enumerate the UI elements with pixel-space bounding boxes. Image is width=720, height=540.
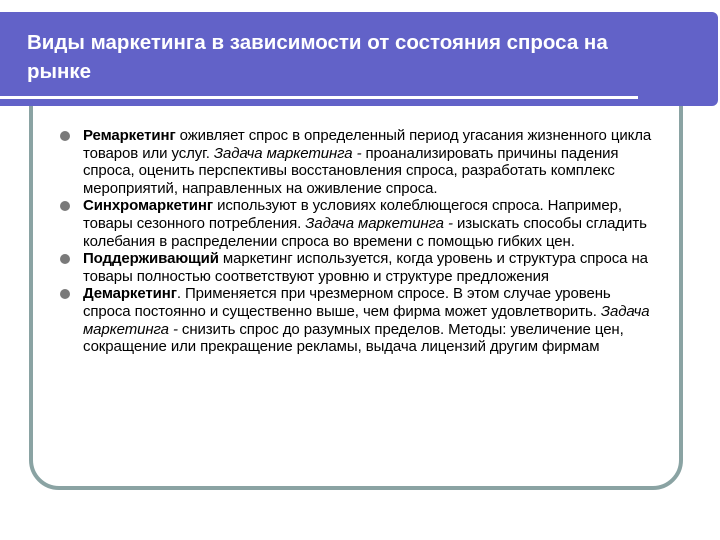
bullet-term: Демаркетинг (83, 285, 177, 303)
header-rule (0, 96, 638, 99)
slide-title: Виды маркетинга в зависимости от состояния спроса на рынке (27, 31, 608, 83)
bullet-text: проанализировать причины падения спроса, оценить перспективы восстановления спроса, разработать комплекс мероприятий, направленных на оживление спроса. (83, 144, 619, 197)
bullet-text: изыскать способы сгладить колебания в распределении спроса во времени с помощью гибких цен. (83, 214, 647, 250)
bullet-item-supporting (60, 250, 660, 285)
bullet-term: Ремаркетинг (83, 127, 176, 144)
bullet-term: Поддерживающий (83, 250, 219, 268)
bullet-task-label: Задача маркетинга - (213, 144, 366, 162)
bullet-dot-icon (60, 289, 70, 299)
bullet-task-label: Задача маркетинга - (305, 214, 457, 232)
bullet-task-label: Задача маркетинга - (83, 302, 650, 338)
bullet-dot-icon (60, 254, 70, 264)
bullet-dot-icon (60, 131, 70, 141)
bullet-item-remarketing (60, 127, 660, 197)
bullet-term: Синхромаркетинг (83, 197, 214, 215)
bullet-item-demarketing (60, 285, 660, 355)
bullet-text: маркетинг используется, когда уровень и структура спроса на товары полностью соответствуют уровню и структуре предложения (83, 250, 648, 285)
bullet-item-synchromarketing (60, 197, 660, 250)
bullet-dot-icon (60, 201, 70, 211)
bullet-list (60, 127, 660, 356)
bullet-text: снизить спрос до разумных пределов. Методы: увеличение цен, сокращение или прекращение рекламы, выдача лицензий другим фирмам (83, 320, 624, 356)
bullet-text: оживляет спрос в определенный период угасания жизненного цикла товаров или услуг. (83, 127, 652, 162)
bullet-text: используют в условиях колеблющегося спроса. Например, товары сезонного потребления. (83, 197, 622, 232)
bullet-text: . Применяется при чрезмерном спросе. В этом случае уровень спроса постоянно и существенно выше, чем фирма может удовлетворить. (83, 285, 611, 320)
